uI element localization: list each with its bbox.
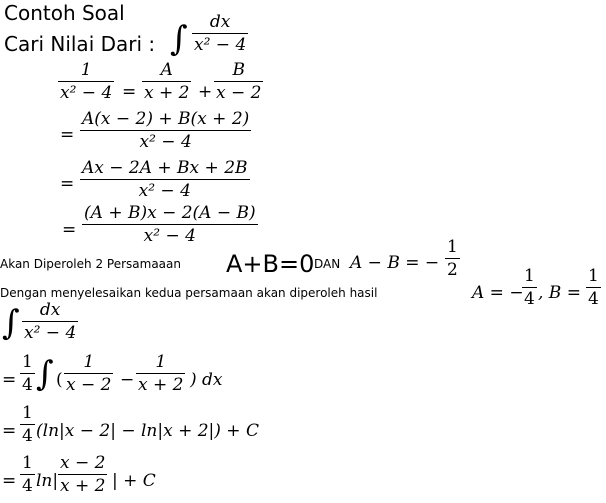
a-value-numerator: 1: [524, 266, 535, 286]
step1-fraction-two-numerator: 1: [155, 352, 167, 372]
decomp-step3-numerator: (A + B)x − 2(A − B): [84, 203, 256, 223]
decomp-lhs-numerator: 1: [80, 60, 92, 80]
integral-sign: ∫: [2, 303, 20, 343]
step2-coefficient: [20, 405, 35, 445]
solve-text: Dengan menyelesaikan kedua persamaan akan diperoleh hasil: [0, 286, 378, 300]
decomp-step1-fraction: [80, 111, 251, 151]
step1-fraction-one-numerator: 1: [83, 352, 95, 372]
b-value-numerator: 1: [588, 266, 599, 286]
step3-coefficient: [20, 455, 35, 495]
step3-fraction-numerator: x − 2: [60, 453, 106, 473]
decomp-b-denominator: x − 2: [216, 83, 262, 103]
solution-integrand: [22, 302, 78, 342]
step3-fraction: [58, 455, 107, 495]
problem-integrand-denominator: x² − 4: [194, 35, 247, 55]
problem-integrand-numerator: dx: [209, 12, 231, 32]
equation-two-denominator: 2: [447, 260, 458, 280]
decomp-lhs-fraction: [58, 62, 114, 102]
a-value-denominator: 4: [524, 289, 535, 309]
decomp-step1-numerator: A(x − 2) + B(x + 2): [82, 109, 250, 129]
step3-tail: | + C: [112, 471, 156, 491]
decomp-step1-denominator: x² − 4: [80, 130, 251, 151]
equals-sign: =: [2, 370, 17, 390]
decomp-step3-denominator: x² − 4: [82, 224, 258, 245]
equals-sign: =: [62, 220, 77, 240]
decomp-a-fraction: [142, 62, 191, 102]
equals-sign: =: [2, 471, 17, 491]
decomp-b-fraction: [214, 62, 263, 102]
plus-sign: +: [198, 82, 213, 102]
a-value-lhs: A = −: [472, 283, 524, 303]
equation-two-lhs: A − B = −: [350, 253, 440, 273]
decomp-b-numerator: B: [232, 60, 245, 80]
decomp-step3-fraction: [82, 205, 258, 245]
page-title: Contoh Soal: [4, 1, 125, 25]
close-paren-dx: ) dx: [190, 370, 223, 390]
step3-fraction-denominator: x + 2: [60, 476, 106, 496]
step2-expression: (ln|x − 2| − ln|x + 2|) + C: [36, 421, 259, 441]
step1-coefficient-denominator: 4: [22, 375, 33, 395]
step1-coefficient-numerator: 1: [22, 352, 33, 372]
integral-sign: ∫: [36, 354, 54, 394]
equals-sign: =: [60, 125, 75, 145]
step1-fraction-one: [64, 354, 113, 394]
conjunction: DAN: [314, 257, 341, 271]
problem-integrand: [192, 14, 248, 54]
equals-sign: =: [60, 174, 75, 194]
solution-integrand-numerator: dx: [39, 300, 61, 320]
decomp-step2-denominator: x² − 4: [80, 179, 250, 200]
equation-two-numerator: 1: [447, 237, 458, 257]
step1-fraction-two-denominator: x + 2: [138, 375, 184, 395]
b-value-fraction: [586, 268, 601, 308]
step1-coefficient: [20, 354, 35, 394]
step2-coefficient-denominator: 4: [22, 426, 33, 446]
step1-fraction-one-denominator: x − 2: [66, 375, 112, 395]
equals-sign: =: [122, 82, 137, 102]
decomp-lhs-denominator: x² − 4: [60, 83, 113, 103]
b-value-lhs: , B =: [538, 283, 581, 303]
problem-prompt: Cari Nilai Dari :: [4, 32, 156, 56]
integral-sign: ∫: [170, 19, 188, 59]
a-value-fraction: [522, 268, 537, 308]
b-value-denominator: 4: [588, 289, 599, 309]
step3-coefficient-denominator: 4: [22, 476, 33, 496]
step1-fraction-two: [136, 354, 185, 394]
decomp-a-denominator: x + 2: [144, 83, 190, 103]
equation-two-fraction: [445, 239, 460, 279]
decomp-step2-numerator: Ax − 2A + Bx + 2B: [82, 158, 248, 178]
equals-sign: =: [2, 421, 17, 441]
decomp-a-numerator: A: [160, 60, 173, 80]
open-paren: (: [56, 370, 63, 390]
step3-ln: ln|: [36, 471, 59, 491]
equation-one: A+B=0: [226, 250, 315, 278]
system-intro: Akan Diperoleh 2 Persamaaan: [0, 257, 181, 271]
minus-sign: −: [120, 370, 135, 390]
solution-integrand-denominator: x² − 4: [24, 323, 77, 343]
decomp-step2-fraction: [80, 160, 250, 200]
step2-coefficient-numerator: 1: [22, 403, 33, 423]
step3-coefficient-numerator: 1: [22, 453, 33, 473]
